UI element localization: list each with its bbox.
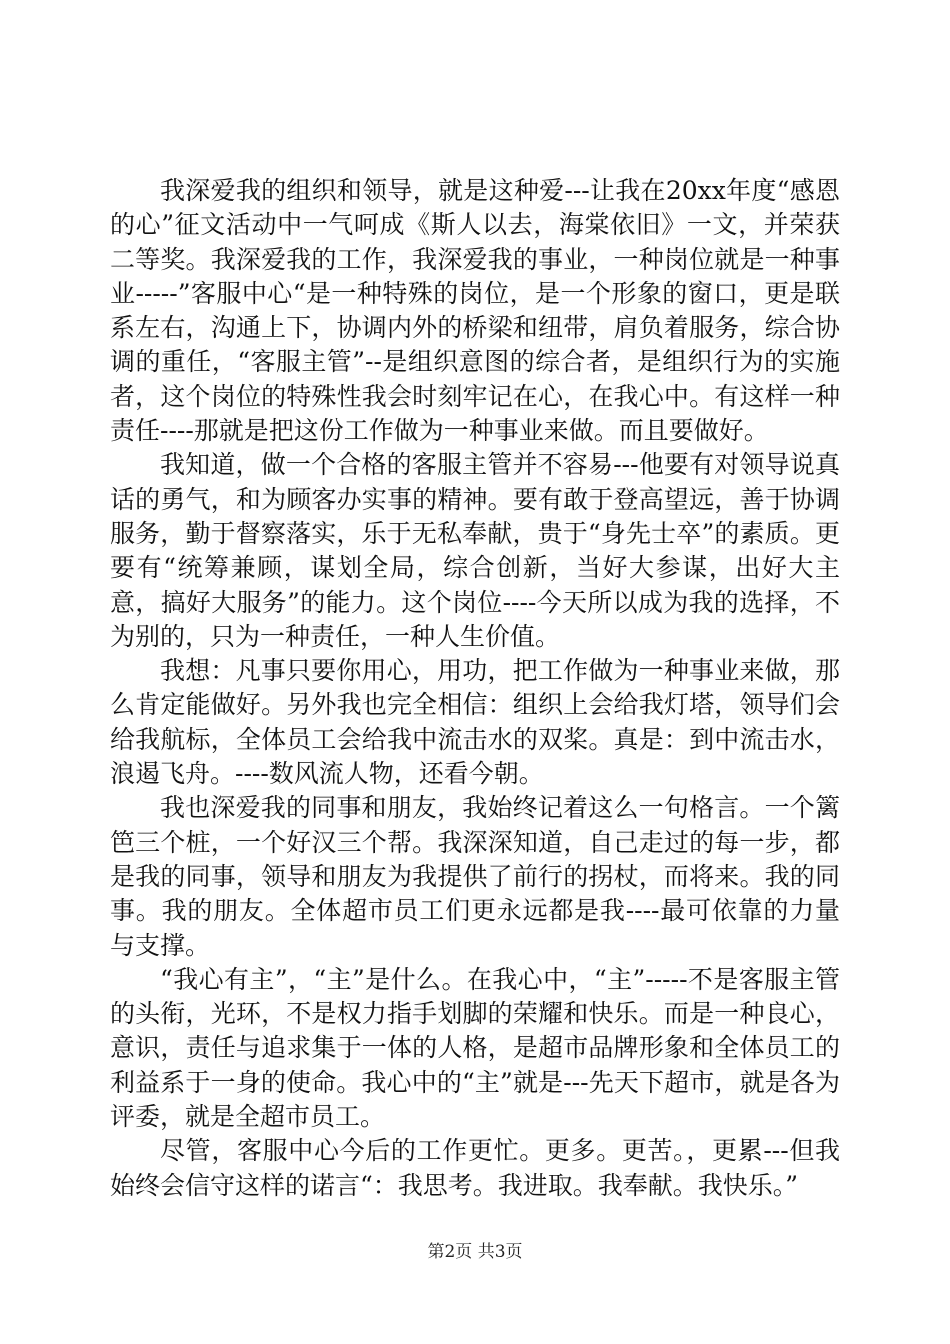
document-body — [110, 174, 840, 1203]
paragraph-4: 我也深爱我的同事和朋友，我始终记着这么一句格言。一个篱笆三个桩，一个好汉三个帮。我深深知道，自己走过的每一步，都是我的同事，领导和朋友为我提供了前行的拐杖，而将来。我的同事。我的朋友。全体超市员工们更永远都是我----最可依靠的力量与支撑。 — [110, 793, 840, 960]
paragraph-5: “我心有主”，“主”是什么。在我心中，“主”-----不是客服主管的头衔，光环，不是权力指手划脚的荣耀和快乐。而是一种良心，意识，责任与追求集于一体的人格，是超市品牌形象和全体员工的利益系于一身的使命。我心中的“主”就是---先天下超市，就是各为评委，就是全超市员工。 — [110, 964, 840, 1132]
paragraph-2: 我知道，做一个合格的客服主管并不容易---他要有对领导说真话的勇气，和为顾客办实事的精神。要有敢于登高望远，善于协调服务，勤于督察落实，乐于无私奉献，贵于“身先士卒”的素质。更要有“统筹兼顾，谋划全局，综合创新，当好大参谋，出好大主意，搞好大服务”的能力。这个岗位----今天所以成为我的选择，不为别的，只为一种责任，一种人生价值。 — [110, 450, 840, 651]
paragraph-1: 我深爱我的组织和领导，就是这种爱---让我在20xx年度“感恩的心”征文活动中一气呵成《斯人以去，海棠依旧》一文，并荣获二等奖。我深爱我的工作，我深爱我的事业，一种岗位就是一种事业-----”客服中心“是一种特殊的岗位，是一个形象的窗口，更是联系左右，沟通上下，协调内外的桥梁和纽带，肩负着服务，综合协调的重任，“客服主管”--是组织意图的综合者，是组织行为的实施者，这个岗位的特殊性我会时刻牢记在心，在我心中。有这样一种责任----那就是把这份工作做为一种事业来做。而且要做好。 — [110, 176, 840, 446]
page-footer: 第2页 共3页 — [427, 1242, 523, 1262]
paragraph-3: 我想：凡事只要你用心，用功，把工作做为一种事业来做，那么肯定能做好。另外我也完全相信：组织上会给我灯塔，领导们会给我航标，全体员工会给我中流击水的双桨。真是：到中流击水，浪遏飞舟。----数风流人物，还看今朝。 — [110, 656, 840, 789]
paragraph-6: 尽管，客服中心今后的工作更忙。更多。更苦。，更累---但我始终会信守这样的诺言“：我思考。我进取。我奉献。我快乐。” — [110, 1136, 840, 1200]
